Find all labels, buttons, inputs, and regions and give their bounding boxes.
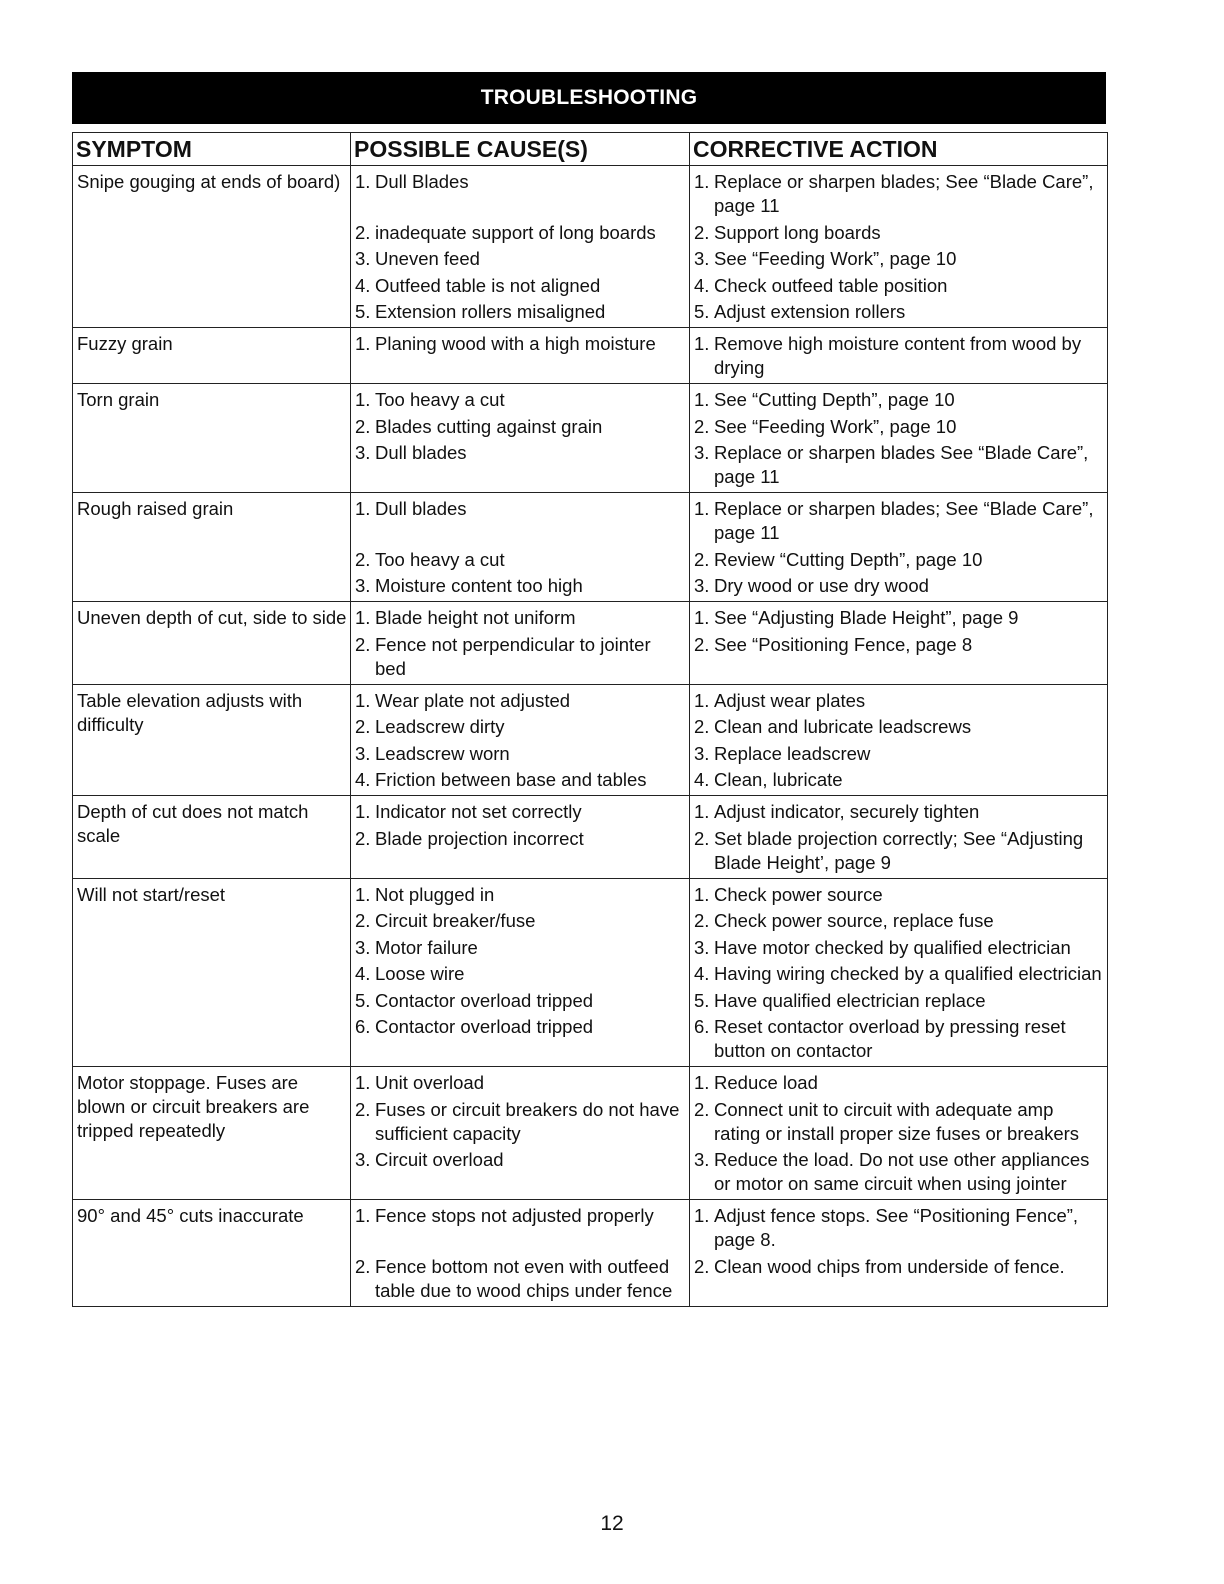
cause-cell	[351, 602, 690, 685]
cause-item	[355, 274, 686, 298]
symptom-cell: Motor stoppage. Fuses are blown or circuit breakers are tripped repeatedly	[73, 1067, 351, 1200]
symptom-cell: Will not start/reset	[73, 878, 351, 1067]
item-number: 2.	[355, 716, 371, 737]
item-text: Wear plate not adjusted	[375, 689, 571, 711]
item-number: 2.	[694, 221, 710, 243]
troubleshooting-table	[72, 132, 1108, 1307]
item-number: 4.	[355, 769, 371, 790]
item-text: Fence not perpendicular to jointer bed	[375, 633, 651, 679]
item-number: 1.	[694, 389, 710, 410]
action-item	[694, 247, 1104, 271]
item-text: Support long boards	[714, 221, 881, 243]
action-item	[694, 221, 1104, 245]
cause-item	[355, 497, 686, 545]
item-text: Not plugged in	[375, 883, 495, 905]
item-text: Friction between base and tables	[375, 769, 647, 790]
action-item	[694, 633, 1104, 681]
item-number: 1.	[355, 389, 371, 410]
item-number: 3.	[355, 742, 371, 764]
cause-item	[355, 300, 686, 324]
item-text: Planing wood with a high moisture	[375, 333, 656, 354]
item-number: 4.	[694, 963, 710, 984]
item-text: Review “Cutting Depth”, page 10	[714, 548, 983, 570]
table-row	[73, 878, 1108, 1067]
cause-item	[355, 415, 686, 439]
cause-cell	[351, 166, 690, 328]
item-number: 1.	[355, 883, 371, 905]
item-text: See “Cutting Depth”, page 10	[714, 389, 955, 410]
item-text: Outfeed table is not aligned	[375, 274, 601, 296]
action-item	[694, 909, 1104, 933]
cause-item	[355, 1071, 686, 1095]
page-number: 12	[600, 1512, 624, 1535]
cause-item	[355, 574, 686, 598]
item-number: 5.	[694, 989, 710, 1011]
item-number: 1.	[694, 607, 710, 628]
action-item	[694, 962, 1104, 986]
item-text: Fence stops not adjusted properly	[375, 1205, 654, 1226]
cause-item	[355, 962, 686, 986]
cause-item	[355, 1148, 686, 1196]
cause-cell	[351, 384, 690, 493]
action-item	[694, 800, 1104, 824]
action-item	[694, 415, 1104, 439]
item-number: 1.	[355, 607, 371, 628]
item-text: Contactor overload tripped	[375, 989, 594, 1011]
cause-item	[355, 548, 686, 572]
item-number: 2.	[694, 548, 710, 570]
symptom-cell: Fuzzy grain	[73, 328, 351, 384]
symptom-cell: 90° and 45° cuts inaccurate	[73, 1200, 351, 1307]
item-number: 2.	[694, 415, 710, 437]
action-item	[694, 936, 1104, 960]
item-text: Adjust fence stops. See “Positioning Fence”, page 8.	[714, 1205, 1079, 1250]
item-text: See “Positioning Fence, page 8	[714, 633, 973, 655]
item-number: 1.	[694, 689, 710, 711]
action-item	[694, 989, 1104, 1013]
item-number: 2.	[355, 910, 371, 931]
item-number: 1.	[694, 171, 710, 192]
item-number: 3.	[694, 575, 710, 596]
item-number: 2.	[694, 827, 710, 849]
action-item	[694, 300, 1104, 324]
item-text: Reduce the load. Do not use other appliances or motor on same circuit when using jointer	[714, 1149, 1090, 1194]
item-text: Too heavy a cut	[375, 389, 505, 410]
action-cell	[690, 166, 1108, 328]
action-item	[694, 574, 1104, 598]
action-cell	[690, 1200, 1108, 1307]
cause-item	[355, 936, 686, 960]
item-number: 6.	[355, 1016, 371, 1037]
cause-header: POSSIBLE CAUSE(S)	[351, 133, 690, 166]
cause-item	[355, 768, 686, 792]
symptom-cell: Snipe gouging at ends of board)	[73, 166, 351, 328]
symptom-cell: Rough raised grain	[73, 493, 351, 602]
symptom-cell: Torn grain	[73, 384, 351, 493]
item-number: 1.	[355, 801, 371, 822]
item-text: Leadscrew worn	[375, 742, 510, 764]
item-text: Set blade projection correctly; See “Adjusting Blade Height’, page 9	[714, 827, 1084, 873]
item-text: Fuses or circuit breakers do not have sufficient capacity	[375, 1098, 680, 1144]
item-number: 3.	[355, 936, 371, 958]
item-text: Remove high moisture content from wood by drying	[714, 333, 1082, 378]
item-number: 5.	[355, 301, 371, 322]
item-text: Dull blades	[375, 442, 467, 463]
cause-item	[355, 742, 686, 766]
cause-item	[355, 989, 686, 1013]
item-number: 3.	[694, 1149, 710, 1170]
item-text: Replace or sharpen blades; See “Blade Care”, page 11	[714, 171, 1094, 216]
action-item	[694, 274, 1104, 298]
cause-item	[355, 170, 686, 218]
item-text: Adjust wear plates	[714, 689, 866, 711]
item-text: Check power source	[714, 883, 883, 905]
cause-item	[355, 689, 686, 713]
item-text: Reduce load	[714, 1072, 818, 1093]
item-number: 1.	[694, 333, 710, 354]
cause-item	[355, 332, 686, 380]
item-text: See “Feeding Work”, page 10	[714, 248, 957, 269]
item-number: 2.	[355, 827, 371, 849]
item-number: 2.	[355, 1098, 371, 1120]
header-row	[73, 133, 1108, 166]
action-item	[694, 497, 1104, 545]
item-number: 1.	[694, 1205, 710, 1226]
item-number: 4.	[355, 274, 371, 296]
cause-item	[355, 1098, 686, 1146]
cause-cell	[351, 1200, 690, 1307]
item-number: 2.	[355, 221, 371, 243]
item-text: inadequate support of long boards	[375, 221, 656, 243]
item-number: 2.	[355, 633, 371, 655]
action-item	[694, 388, 1104, 412]
item-text: Replace or sharpen blades; See “Blade Care”, page 11	[714, 498, 1094, 543]
item-text: Loose wire	[375, 963, 465, 984]
action-item	[694, 1148, 1104, 1196]
cause-cell	[351, 1067, 690, 1200]
table-row	[73, 796, 1108, 879]
item-number: 1.	[694, 801, 710, 822]
item-text: Blades cutting against grain	[375, 415, 603, 437]
item-text: Dull blades	[375, 498, 467, 519]
item-text: Check outfeed table position	[714, 274, 948, 296]
cause-cell	[351, 796, 690, 879]
action-cell	[690, 384, 1108, 493]
banner-title: TROUBLESHOOTING	[480, 86, 698, 109]
action-header: CORRECTIVE ACTION	[690, 133, 1108, 166]
item-number: 6.	[694, 1016, 710, 1037]
symptom-cell: Uneven depth of cut, side to side	[73, 602, 351, 685]
cause-cell	[351, 493, 690, 602]
item-text: Adjust indicator, securely tighten	[714, 801, 980, 822]
item-text: Have qualified electrician replace	[714, 989, 986, 1011]
action-item	[694, 1015, 1104, 1063]
item-number: 1.	[694, 883, 710, 905]
cause-item	[355, 909, 686, 933]
item-text: Leadscrew dirty	[375, 716, 505, 737]
action-cell	[690, 602, 1108, 685]
cause-item	[355, 441, 686, 489]
item-number: 3.	[694, 742, 710, 764]
item-text: Having wiring checked by a qualified electrician	[714, 963, 1102, 984]
action-cell	[690, 684, 1108, 796]
item-text: Replace leadscrew	[714, 742, 871, 764]
action-item	[694, 170, 1104, 218]
cause-cell	[351, 328, 690, 384]
item-text: Check power source, replace fuse	[714, 910, 994, 931]
item-number: 2.	[694, 633, 710, 655]
symptom-cell: Table elevation adjusts with difficulty	[73, 684, 351, 796]
item-number: 1.	[355, 498, 371, 519]
symptom-header: SYMPTOM	[73, 133, 351, 166]
item-number: 2.	[355, 548, 371, 570]
item-number: 3.	[355, 248, 371, 269]
cause-item	[355, 883, 686, 907]
item-text: Motor failure	[375, 936, 478, 958]
item-text: Too heavy a cut	[375, 548, 505, 570]
item-text: Dry wood or use dry wood	[714, 575, 929, 596]
item-text: Circuit overload	[375, 1149, 504, 1170]
item-number: 1.	[355, 1205, 371, 1226]
table-row	[73, 1067, 1108, 1200]
action-cell	[690, 796, 1108, 879]
item-text: Extension rollers misaligned	[375, 301, 606, 322]
item-number: 3.	[694, 248, 710, 269]
action-item	[694, 715, 1104, 739]
item-text: Have motor checked by qualified electrician	[714, 936, 1071, 958]
item-text: Unit overload	[375, 1072, 485, 1093]
item-text: Contactor overload tripped	[375, 1016, 594, 1037]
action-cell	[690, 1067, 1108, 1200]
cause-cell	[351, 684, 690, 796]
item-number: 3.	[694, 936, 710, 958]
item-number: 3.	[355, 442, 371, 463]
action-item	[694, 1098, 1104, 1146]
action-item	[694, 742, 1104, 766]
item-number: 2.	[694, 716, 710, 737]
table-row	[73, 1200, 1108, 1307]
table-row	[73, 493, 1108, 602]
action-item	[694, 1071, 1104, 1095]
item-number: 4.	[694, 274, 710, 296]
item-number: 2.	[694, 1098, 710, 1120]
item-number: 2.	[355, 415, 371, 437]
cause-item	[355, 1204, 686, 1252]
cause-item	[355, 800, 686, 824]
item-number: 1.	[355, 171, 371, 192]
action-item	[694, 883, 1104, 907]
table-row	[73, 328, 1108, 384]
action-item	[694, 441, 1104, 489]
item-text: Blade height not uniform	[375, 607, 576, 628]
item-number: 5.	[694, 301, 710, 322]
item-number: 2.	[694, 1255, 710, 1277]
item-number: 4.	[355, 963, 371, 984]
action-item	[694, 1255, 1104, 1303]
item-number: 5.	[355, 989, 371, 1011]
action-item	[694, 689, 1104, 713]
cause-item	[355, 388, 686, 412]
action-cell	[690, 493, 1108, 602]
cause-item	[355, 715, 686, 739]
item-text: Replace or sharpen blades See “Blade Care”, page 11	[714, 442, 1089, 487]
item-text: See “Feeding Work”, page 10	[714, 415, 957, 437]
cause-item	[355, 1255, 686, 1303]
troubleshooting-banner	[72, 72, 1106, 124]
action-item	[694, 548, 1104, 572]
item-number: 1.	[694, 498, 710, 519]
item-text: Connect unit to circuit with adequate amp rating or install proper size fuses or breakers	[714, 1098, 1080, 1144]
item-number: 1.	[355, 1072, 371, 1093]
item-text: Clean and lubricate leadscrews	[714, 716, 972, 737]
table-row	[73, 602, 1108, 685]
action-item	[694, 1204, 1104, 1252]
item-text: Circuit breaker/fuse	[375, 910, 536, 931]
table-row	[73, 684, 1108, 796]
item-number: 3.	[355, 1149, 371, 1170]
action-item	[694, 768, 1104, 792]
cause-item	[355, 247, 686, 271]
item-text: Indicator not set correctly	[375, 801, 582, 822]
item-number: 4.	[694, 769, 710, 790]
action-item	[694, 827, 1104, 875]
action-cell	[690, 328, 1108, 384]
cause-cell	[351, 878, 690, 1067]
table-row	[73, 166, 1108, 328]
item-number: 2.	[694, 910, 710, 931]
item-text: Clean, lubricate	[714, 769, 843, 790]
cause-item	[355, 633, 686, 681]
cause-item	[355, 606, 686, 630]
item-text: Blade projection incorrect	[375, 827, 584, 849]
item-number: 2.	[355, 1255, 371, 1277]
item-number: 1.	[355, 333, 371, 354]
item-text: Fence bottom not even with outfeed table due to wood chips under fence	[375, 1255, 673, 1301]
action-cell	[690, 878, 1108, 1067]
item-number: 3.	[694, 442, 710, 463]
item-text: Moisture content too high	[375, 575, 583, 596]
item-text: Reset contactor overload by pressing reset button on contactor	[714, 1016, 1066, 1061]
item-text: Clean wood chips from underside of fence.	[714, 1255, 1065, 1277]
item-text: See “Adjusting Blade Height”, page 9	[714, 607, 1019, 628]
cause-item	[355, 1015, 686, 1063]
item-text: Dull Blades	[375, 171, 469, 192]
action-item	[694, 606, 1104, 630]
item-number: 1.	[694, 1072, 710, 1093]
action-item	[694, 332, 1104, 380]
cause-item	[355, 827, 686, 875]
item-number: 1.	[355, 689, 371, 711]
cause-item	[355, 221, 686, 245]
table-row	[73, 384, 1108, 493]
symptom-cell: Depth of cut does not match scale	[73, 796, 351, 879]
item-text: Uneven feed	[375, 248, 480, 269]
item-text: Adjust extension rollers	[714, 301, 906, 322]
item-number: 3.	[355, 575, 371, 596]
